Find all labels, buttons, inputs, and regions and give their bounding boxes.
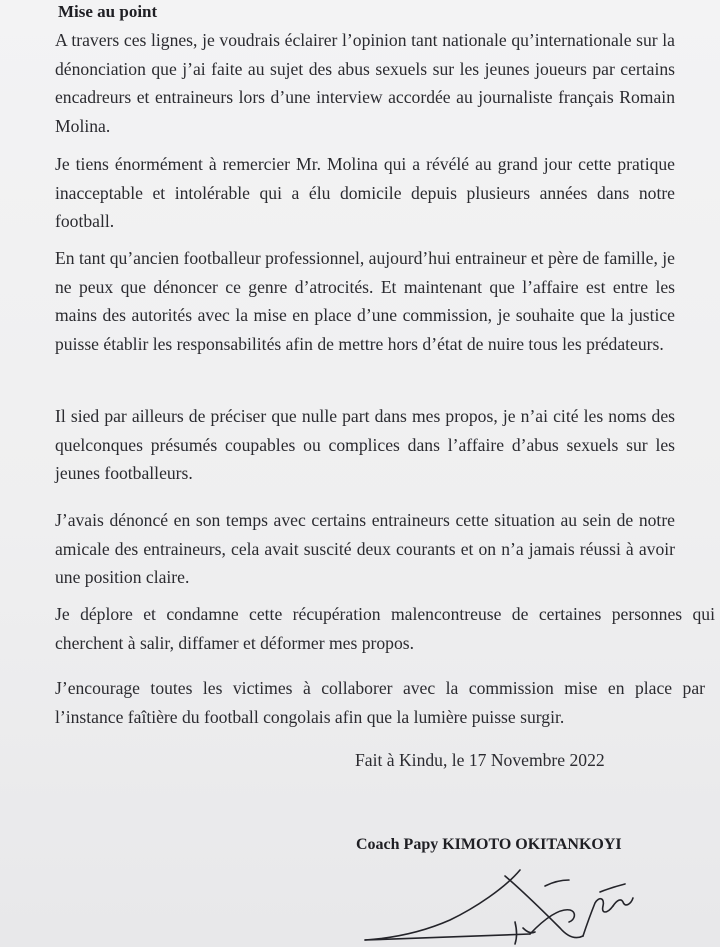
paragraph-condemnation: Je déplore et condamne cette récupération malencontreuse de certaines personnes qui cherchent à salir, diffamer et déformer mes propos. — [55, 604, 715, 653]
paragraph-history: J’avais dénoncé en son temps avec certains entraineurs cette situation au sein de notre amicale des entraineurs, cela avait suscité deux courants et on n’a jamais réussi à avoir une position claire. — [55, 510, 675, 587]
paragraph-intro: A travers ces lignes, je voudrais éclairer l’opinion tant nationale qu’internationale sur la dénonciation que j’ai faite au sujet des abus sexuels sur les jeunes joueurs par certains encadreurs et entraineurs lors d’une interview accordée au journaliste français Romain Molina. — [55, 30, 675, 136]
handwritten-signature — [355, 858, 655, 947]
signatory-name: Coach Papy KIMOTO OKITANKOYI — [356, 836, 622, 853]
paragraph-encouragement: J’encourage toutes les victimes à collaborer avec la commission mise en place par l’instance faîtière du football congolais afin que la lumière puisse surgir. — [55, 678, 705, 727]
paragraph-clarification: Il sied par ailleurs de préciser que nulle part dans mes propos, je n’ai cité les noms des quelconques présumés coupables ou complices dans l’affaire d’abus sexuels sur les jeunes footballeurs. — [55, 406, 675, 483]
place-date: Fait à Kindu, le 17 Novembre 2022 — [355, 750, 605, 770]
paragraph-thanks: Je tiens énormément à remercier Mr. Molina qui a révélé au grand jour cette pratique inacceptable et intolérable qui a élu domicile depuis plusieurs années dans notre football. — [55, 154, 675, 231]
document-title: Mise au point — [58, 2, 158, 21]
paragraph-stance: En tant qu’ancien footballeur professionnel, aujourd’hui entraineur et père de famille, je ne peux que dénoncer ce genre d’atrocités. Et maintenant que l’affaire est entre les mains des autorités avec la mise en place d’une commission, je souhaite que la justice puisse établir les responsabilités afin de mettre hors d’état de nuire tous les prédateurs. — [55, 248, 675, 354]
